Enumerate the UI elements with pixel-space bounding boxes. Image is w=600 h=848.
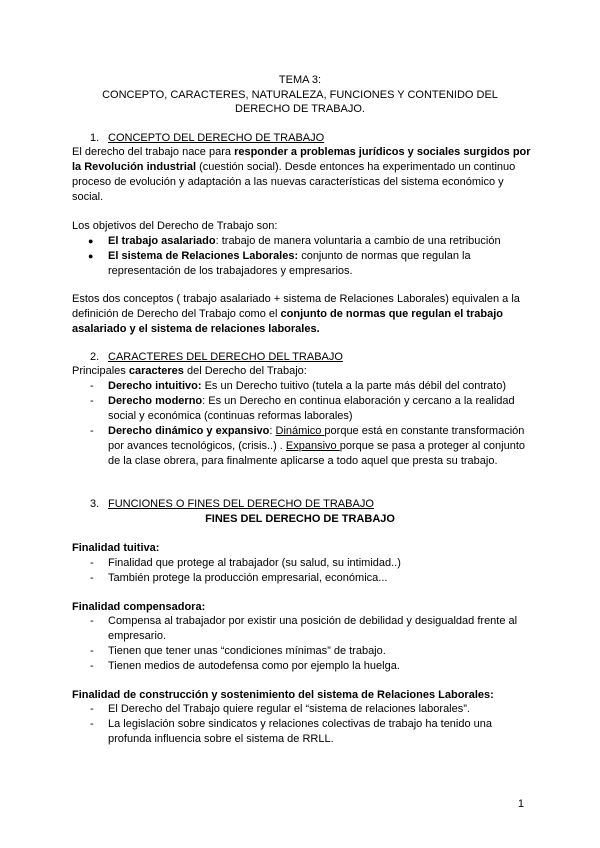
group-title: Finalidad compensadora: [72,601,206,613]
list-item: - Derecho dinámico y expansivo: Dinámico porque está en constante transformación por avances tecnológicos, (crisis..) . Expansivo porque se pasa a proteger al conjunto de la clase obrera, para finalmente aplicarse a todo aquel que presta su trabajo. [72,424,532,469]
list-item: - Derecho moderno: Es un Derecho en continua elaboración y cercano a la realidad social y económica (continuas reformas laborales) [72,394,532,424]
list-item: - La legislación sobre sindicatos y relaciones colectivas de trabajo ha tenido una profunda influencia sobre el sistema de RRLL. [72,717,532,747]
list-item: ● El sistema de Relaciones Laborales: conjunto de normas que regulan la representación de los trabajadores y empresarios. [72,249,532,279]
list-item: - Compensa al trabajador por existir una posición de debilidad y desigualdad frente al empresario. [72,614,532,644]
page-number: 1 [517,798,524,810]
group-title: Finalidad de construcción y sostenimiento del sistema de Relaciones Laborales: [72,689,494,701]
list-item: ● El trabajo asalariado: trabajo de manera voluntaria a cambio de una retribución [72,234,532,249]
list-item: - Finalidad que protege al trabajador (su salud, su intimidad..) [72,556,532,571]
fines-subtitle: FINES DEL DERECHO DE TRABAJO [205,513,395,525]
group-list [72,702,532,747]
characters-intro: Principales caracteres del Derecho del Trabajo: [72,365,307,377]
document-title-line1: TEMA 3: [278,74,322,86]
list-item: - Tienen que tener unas “condiciones mínimas” de trabajo. [72,644,532,659]
characters-list [72,379,532,469]
list-item: - También protege la producción empresarial, económica... [72,571,532,586]
objectives-intro: Los objetivos del Derecho de Trabajo son: [72,220,278,232]
objectives-list [72,234,532,279]
document-title-line2: CONCEPTO, CARACTERES, NATURALEZA, FUNCIONES Y CONTENIDO DEL [102,89,498,101]
group-list [72,556,532,586]
list-item: - Derecho intuitivo: Es un Derecho tuitivo (tutela a la parte más débil del contrato) [72,379,532,394]
list-item: - Tienen medios de autodefensa como por ejemplo la huelga. [72,659,532,674]
section-1-paragraph-2: Estos dos conceptos ( trabajo asalariado + sistema de Relaciones Laborales) equivalen a la definición de Derecho del Trabajo como el conjunto de normas que regulan el trabajo asalariado y el sistema de relaciones laborales. [72,293,520,335]
section-3-heading: 3. FUNCIONES O FINES DEL DERECHO DE TRABAJO [90,498,374,510]
document-title-line3: DERECHO DE TRABAJO. [235,103,365,115]
section-2-heading: 2. CARACTERES DEL DERECHO DEL TRABAJO [90,351,343,363]
section-1-heading: 1. CONCEPTO DEL DERECHO DE TRABAJO [90,132,325,144]
section-1-paragraph-1: El derecho del trabajo nace para responder a problemas jurídicos y sociales surgidos por la Revolución industrial (cuestión social). Desde entonces ha experimentado un continuo proceso de evolución y adaptación a las nuevas características del sistema económico y social. [72,146,531,203]
group-title: Finalidad tuitiva: [72,542,160,554]
group-list [72,614,532,674]
list-item: - El Derecho del Trabajo quiere regular el “sistema de relaciones laborales”. [72,702,532,717]
